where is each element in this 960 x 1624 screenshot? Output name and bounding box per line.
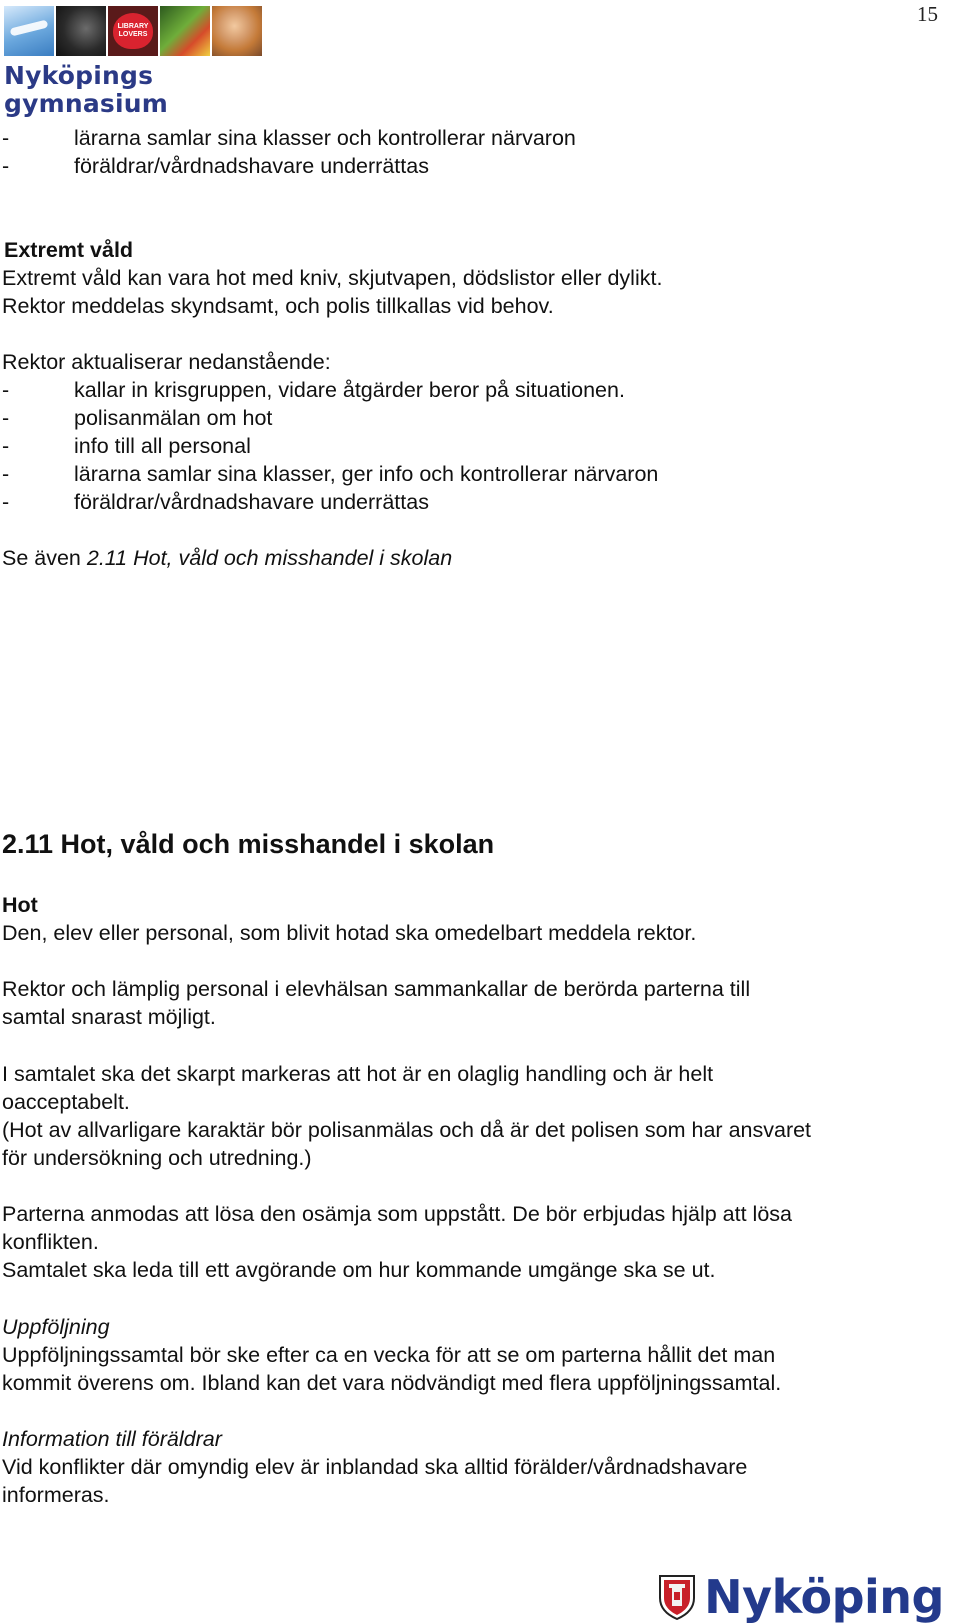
paragraph-line: kommit överens om. Ibland kan det vara nödvändigt med flera uppföljningssamtal. xyxy=(2,1371,782,1395)
paragraph-line: Vid konflikter där omyndig elev är inblandad ska alltid förälder/vårdnadshavare xyxy=(2,1455,748,1479)
paragraph-line: (Hot av allvarligare karaktär bör polisanmälas och då är det polisen som har ansvaret xyxy=(2,1118,812,1142)
coat-of-arms-icon xyxy=(658,1574,696,1620)
school-logo xyxy=(4,62,168,118)
paragraph-line: oacceptabelt. xyxy=(2,1090,130,1114)
student-photo xyxy=(56,6,106,56)
sky-photo xyxy=(4,6,54,56)
page-number: 15 xyxy=(917,2,938,26)
paragraph-line: samtal snarast möjligt. xyxy=(2,1005,216,1029)
municipality-logo xyxy=(658,1572,944,1622)
school-logo-line-2: gymnasium xyxy=(4,89,169,118)
paragraph-line: Rektor och lämplig personal i elevhälsan sammankallar de berörda parterna till xyxy=(2,977,751,1001)
section-title: 2.11 Hot, våld och misshandel i skolan xyxy=(2,829,495,859)
badge-text-line-1: LIBRARY xyxy=(117,23,149,30)
header-photo-strip xyxy=(4,6,262,56)
followup-heading: Uppföljning xyxy=(2,1315,110,1339)
paragraph-line: Samtalet ska leda till ett avgörande om hur kommande umgänge ska se ut. xyxy=(2,1258,716,1282)
paragraph-line: Parterna anmodas att lösa den osämja som uppstått. De bör erbjudas hjälp att lösa xyxy=(2,1202,792,1226)
paragraph-line: för undersökning och utredning.) xyxy=(2,1146,312,1170)
parents-info-heading: Information till föräldrar xyxy=(2,1427,222,1451)
see-also: Se även 2.11 Hot, våld och misshandel i skolan xyxy=(2,546,453,570)
library-lovers-photo xyxy=(108,6,158,56)
paragraph-line: konflikten. xyxy=(2,1230,99,1254)
paragraph-line: Uppföljningssamtal bör ske efter ca en vecka för att se om parterna hållit det man xyxy=(2,1343,776,1367)
hot-heading: Hot xyxy=(2,893,38,917)
paragraph-line: Extremt våld kan vara hot med kniv, skjutvapen, dödslistor eller dylikt. xyxy=(2,266,663,290)
municipality-logo-text: Nyköping xyxy=(704,1570,944,1624)
plant-photo xyxy=(160,6,210,56)
paragraph-line: I samtalet ska det skarpt markeras att hot är en olaglig handling och är helt xyxy=(2,1062,714,1086)
friends-photo xyxy=(212,6,262,56)
see-also-reference: 2.11 Hot, våld och misshandel i skolan xyxy=(86,546,453,570)
heart-badge xyxy=(113,13,153,49)
paragraph-line: Rektor aktualiserar nedanstående: xyxy=(2,350,331,374)
extreme-violence-heading: Extremt våld xyxy=(4,238,134,262)
badge-text-line-2: LOVERS xyxy=(118,31,148,38)
school-logo-line-1: Nyköpings xyxy=(4,61,154,90)
paragraph-line: informeras. xyxy=(2,1483,110,1507)
paragraph-line: Rektor meddelas skyndsamt, och polis tillkallas vid behov. xyxy=(2,294,554,318)
paragraph-line: Den, elev eller personal, som blivit hotad ska omedelbart meddela rektor. xyxy=(2,921,697,945)
